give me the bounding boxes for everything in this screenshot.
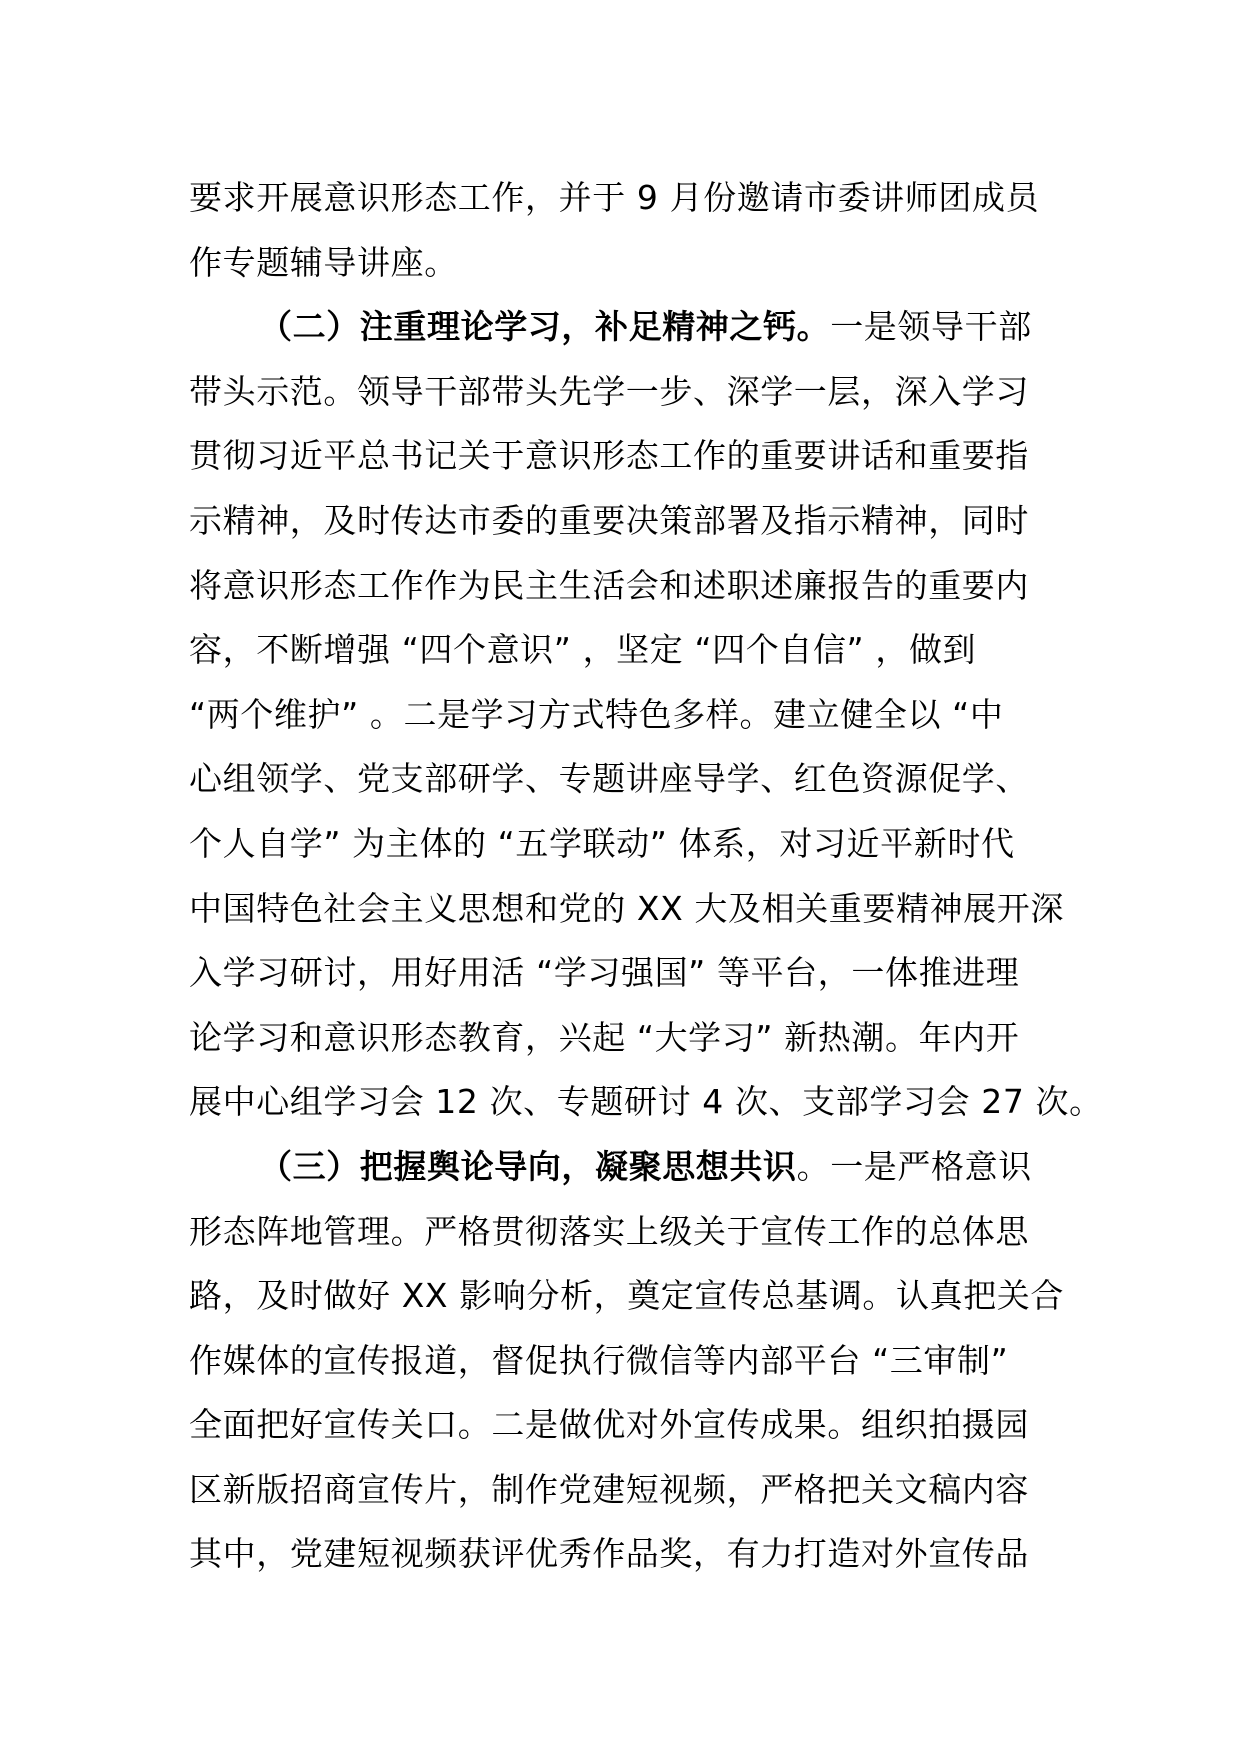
section-heading-line [189,1135,1055,1200]
paragraph-text: 一是领导干部 [830,307,1032,347]
paragraph-text: 容，不断增强 “四个意识” ，坚定 “四个自信” ，做到 [189,630,977,670]
text-line [189,877,1064,942]
paragraph-text: 心组领学、党支部研学、专题讲座导学、红色资源促学、 [189,759,1029,799]
paragraph-text: 将意识形态工作作为民主生活会和述职述廉报告的重要内 [189,565,1029,605]
paragraph-text: 示精神，及时传达市委的重要决策部署及指示精神，同时 [189,500,1029,540]
paragraph-text: 入学习研讨，用好用活 “学习强国” 等平台，一体推进理 [189,953,1020,993]
paragraph-text: 中国特色社会主义思想和党的 XX 大及相关重要精神展开深 [189,888,1064,928]
text-line [189,1458,1055,1523]
text-line [189,1522,1055,1587]
text-line [189,1070,1103,1135]
paragraph-text: 路，及时做好 XX 影响分析，奠定宣传总基调。认真把关合 [189,1276,1064,1316]
paragraph-text: 个人自学” 为主体的 “五学联动” 体系，对习近平新时代 [189,823,1015,863]
text-line [189,231,1055,296]
text-line [189,683,1055,748]
paragraph-text: 作媒体的宣传报道，督促执行微信等内部平台 “三审制” [189,1340,1009,1380]
text-line [189,812,1055,877]
text-line [189,554,1055,619]
text-line [189,1393,1055,1458]
section-heading: （三）把握舆论导向，凝聚思想共识 [259,1146,797,1186]
text-line [189,1200,1055,1265]
section-heading: （二）注重理论学习，补足精神之钙。 [259,307,831,347]
text-line [189,424,1055,489]
paragraph-text: 其中，党建短视频获评优秀作品奖，有力打造对外宣传品 [189,1534,1029,1574]
paragraph-text: 。一是严格意识 [796,1146,1032,1186]
text-line [189,166,1055,231]
paragraph-text: 形态阵地管理。严格贯彻落实上级关于宣传工作的总体思 [189,1211,1029,1251]
text-line [189,1264,1064,1329]
paragraph-text: 论学习和意识形态教育，兴起 “大学习” 新热潮。年内开 [189,1017,1020,1057]
text-line [189,941,1055,1006]
document-body [189,166,1103,1587]
text-line [189,1329,1055,1394]
section-heading-line [189,295,1055,360]
paragraph-text: 作专题辅导讲座。 [189,242,458,282]
text-line [189,618,1055,683]
paragraph-text: 全面把好宣传关口。二是做优对外宣传成果。组织拍摄园 [189,1405,1029,1445]
text-line [189,747,1055,812]
paragraph-text: 要求开展意识形态工作，并于 9 月份邀请市委讲师团成员 [189,178,1040,217]
paragraph-text: 带头示范。领导干部带头先学一步、深学一层，深入学习 [189,371,1029,411]
paragraph-text: 区新版招商宣传片，制作党建短视频，严格把关文稿内容 [189,1469,1029,1509]
text-line [189,489,1055,554]
text-line [189,360,1055,425]
paragraph-text: 展中心组学习会 12 次、专题研讨 4 次、支部学习会 27 次。 [189,1082,1103,1122]
text-line [189,1006,1055,1071]
paragraph-text: 贯彻习近平总书记关于意识形态工作的重要讲话和重要指 [189,436,1029,476]
paragraph-text: “两个维护” 。二是学习方式特色多样。建立健全以 “中 [189,694,1004,734]
